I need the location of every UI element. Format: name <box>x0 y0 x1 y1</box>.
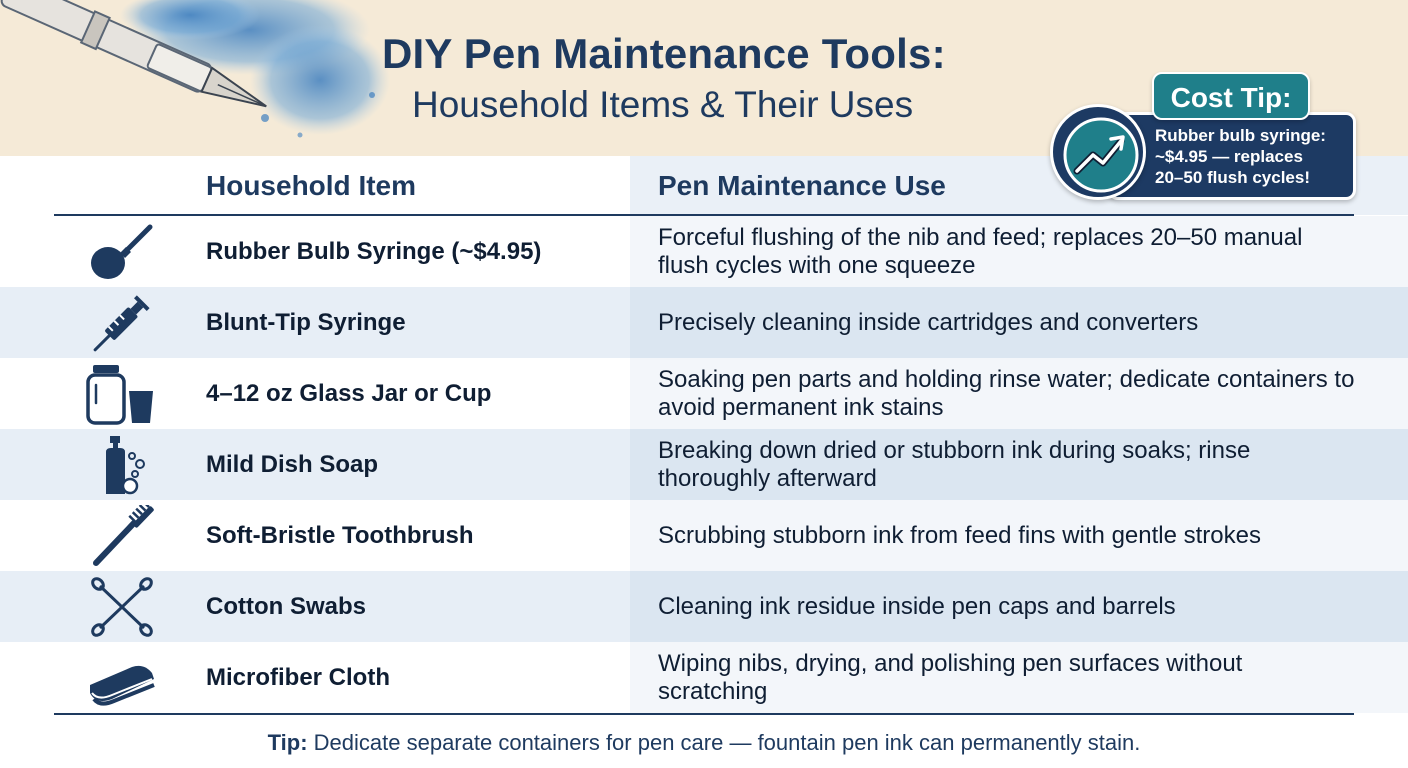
footer-tip-text: Dedicate separate containers for pen care — fountain pen ink can permanently stain. <box>307 730 1141 755</box>
item-use: Scrubbing stubborn ink from feed fins with gentle strokes <box>658 521 1261 549</box>
item-name: Soft-Bristle Toothbrush <box>206 521 474 549</box>
item-use: Soaking pen parts and holding rinse water; dedicate containers to avoid permanent ink stains <box>658 365 1355 421</box>
cost-tip-label: Cost Tip: <box>1152 72 1310 120</box>
item-name: Rubber Bulb Syringe (~$4.95) <box>206 237 542 265</box>
soap-bottle-icon <box>82 434 162 496</box>
cost-tip-line: ~$4.95 — replaces <box>1155 147 1303 166</box>
item-name: Blunt-Tip Syringe <box>206 308 406 336</box>
footer-tip-label: Tip: <box>267 730 308 755</box>
table-row <box>0 287 1408 358</box>
column-header-item: Household Item <box>206 170 417 201</box>
trend-up-icon <box>1050 104 1146 200</box>
page-title: DIY Pen Maintenance Tools: <box>382 30 946 77</box>
item-use: Precisely cleaning inside cartridges and converters <box>658 308 1199 336</box>
table-row <box>0 500 1408 571</box>
item-name: Mild Dish Soap <box>206 450 379 478</box>
table-bottom-rule <box>54 713 1354 715</box>
item-use: Cleaning ink residue inside pen caps and barrels <box>658 592 1176 620</box>
toothbrush-icon <box>82 505 162 567</box>
table-row <box>0 429 1408 500</box>
item-use: Forceful flushing of the nib and feed; replaces 20–50 manual flush cycles with one squeeze <box>658 223 1303 279</box>
table-row <box>0 216 1408 287</box>
table-row <box>0 571 1408 642</box>
cotton-swabs-icon <box>82 576 162 638</box>
item-name: 4–12 oz Glass Jar or Cup <box>206 379 492 407</box>
page-subtitle: Household Items & Their Uses <box>412 84 914 125</box>
item-use: Wiping nibs, drying, and polishing pen surfaces without scratching <box>658 649 1243 705</box>
microfiber-cloth-icon <box>82 647 162 709</box>
jar-cup-icon <box>82 363 162 425</box>
column-header-use: Pen Maintenance Use <box>658 170 946 201</box>
item-name: Microfiber Cloth <box>206 663 390 691</box>
cost-tip-line: Rubber bulb syringe: <box>1155 126 1326 145</box>
footer-tip <box>0 730 1408 756</box>
fountain-pen-illustration <box>0 0 420 156</box>
bulb-syringe-icon <box>82 221 162 283</box>
blunt-syringe-icon <box>82 292 162 354</box>
table-row <box>0 358 1408 429</box>
item-name: Cotton Swabs <box>206 592 366 620</box>
cost-tip-line: 20–50 flush cycles! <box>1155 168 1310 187</box>
table-row <box>0 642 1408 713</box>
item-use: Breaking down dried or stubborn ink during soaks; rinse thoroughly afterward <box>658 436 1251 492</box>
